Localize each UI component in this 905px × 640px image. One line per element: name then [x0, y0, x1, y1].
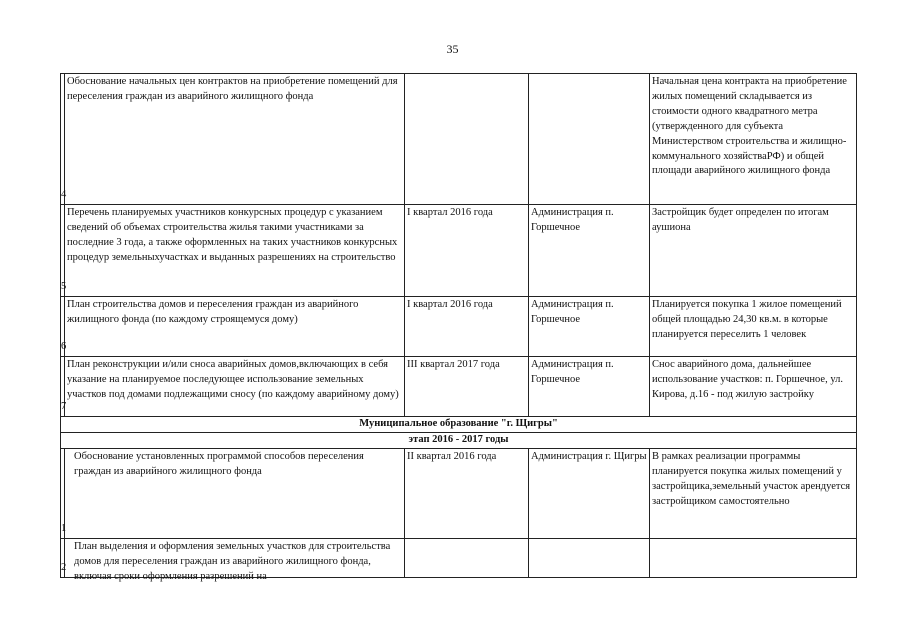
table-row [61, 205, 857, 297]
row-number: 2 [61, 538, 65, 577]
deadline-cell: II квартал 2016 года [405, 448, 529, 538]
deadline-cell [405, 538, 529, 577]
activity-cell [65, 538, 405, 582]
note-cell: Застройщик будет определен по итогам аушиона [650, 205, 857, 297]
executor-cell: Администрация п. Горшечное [529, 357, 650, 417]
table-row [61, 297, 857, 357]
row-number: 6 [61, 297, 65, 357]
program-table [60, 73, 857, 582]
executor-cell: Администрация п. Горшечное [529, 297, 650, 357]
table-row [61, 538, 857, 577]
activity-cell: Обоснование установленных программой способов переселения граждан из аварийного жилищного фонда [65, 448, 405, 538]
note-cell: Начальная цена контракта на приобретение жилых помещений складывается из стоимости одного квадратного метра (утвержденного для субъекта Министерством строительства и жилищно-коммунального хозяйстваРФ) и общей площади аварийного жилищного фонда [650, 74, 857, 205]
table-row [61, 74, 857, 205]
executor-cell: Администрация г. Щигры [529, 448, 650, 538]
activity-cell: План реконструкции и/или сноса аварийных домов,включающих в себя указание на планируемое последующее использование земельных участков под домами подлежащими сносу (по каждому аварийному дому) [65, 357, 405, 417]
executor-cell: Администрация п. Горшечное [529, 205, 650, 297]
section-title: Муниципальное образование "г. Щигры" [61, 417, 857, 433]
page-number: 35 [446, 42, 459, 56]
activity-cell: Обоснование начальных цен контрактов на приобретение помещений для переселения граждан из аварийного жилищного фонда [65, 74, 405, 205]
deadline-cell [405, 74, 529, 205]
section-row [61, 417, 857, 433]
note-cell: В рамках реализации программы планируется покупка жилых помещений у застройщика,земельный участок арендуется застройщиком самостоятельно [650, 448, 857, 538]
activity-text: План выделения и оформления земельных участков для строительства домов для переселения граждан из аварийного жилищного фонда, включая сроки оформления разрешений на [74, 540, 391, 582]
table-row [61, 448, 857, 538]
note-cell [650, 538, 857, 577]
stage-title: этап 2016 - 2017 годы [61, 432, 857, 448]
row-number: 4 [61, 74, 65, 205]
table-row [61, 357, 857, 417]
note-cell: Снос аварийного дома, дальнейшее использование участков: п. Горшечное, ул. Кирова, д.16 - под жилую застройку [650, 357, 857, 417]
executor-cell [529, 74, 650, 205]
deadline-cell: I квартал 2016 года [405, 297, 529, 357]
row-number: 5 [61, 205, 65, 297]
row-number: 7 [61, 357, 65, 417]
deadline-cell: I квартал 2016 года [405, 205, 529, 297]
activity-cell: План строительства домов и переселения граждан из аварийного жилищного фонда (по каждому строящемуся дому) [65, 297, 405, 357]
deadline-cell: III квартал 2017 года [405, 357, 529, 417]
row-number: 1 [61, 448, 65, 538]
stage-row [61, 432, 857, 448]
executor-cell [529, 538, 650, 577]
note-cell: Планируется покупка 1 жилое помещений общей площадью 24,30 кв.м. в которые планируется переселить 1 человек [650, 297, 857, 357]
activity-cell: Перечень планируемых участников конкурсных процедур с указанием сведений об объемах строительства жилья такими участниками за последние 3 года, а также оформленных на таких участников конкурсных процедур земельныхучастках и выданных разрешениях на строительство [65, 205, 405, 297]
